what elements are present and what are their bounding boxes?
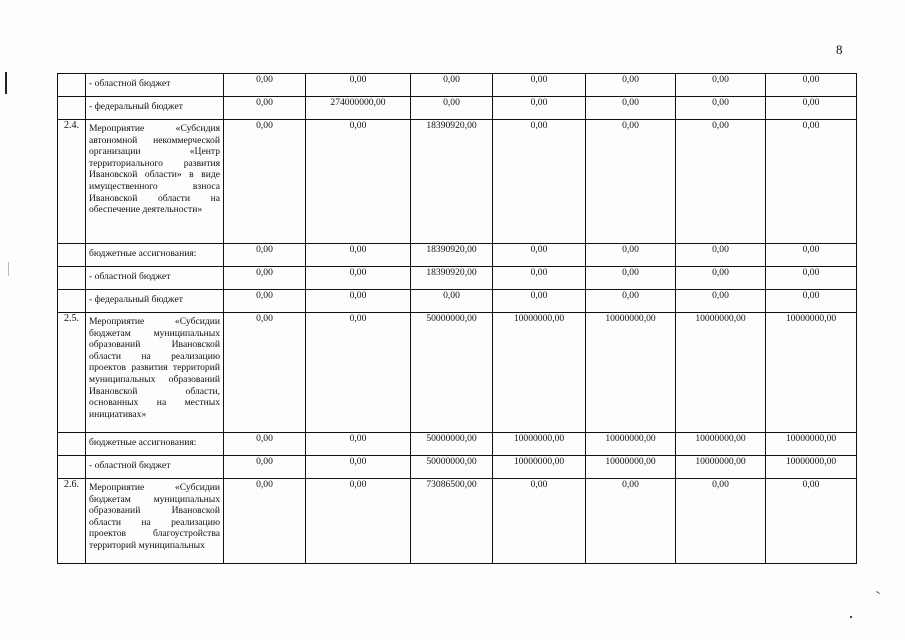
- value-cell: 0,00: [224, 244, 306, 267]
- margin-scan-mark: [5, 72, 7, 94]
- row-index: [58, 267, 86, 290]
- value-cell: 0,00: [493, 479, 586, 564]
- value-cell: 0,00: [411, 290, 493, 313]
- page-number: 8: [836, 42, 843, 57]
- value-cell: 0,00: [224, 433, 306, 456]
- table-row: [58, 244, 857, 267]
- row-index: [58, 456, 86, 479]
- row-name: - федеральный бюджет: [86, 97, 224, 120]
- value-cell: 0,00: [224, 74, 306, 97]
- value-cell: 0,00: [586, 120, 676, 244]
- value-cell: 0,00: [586, 74, 676, 97]
- budget-table: [57, 73, 857, 564]
- value-cell: 0,00: [306, 456, 411, 479]
- value-cell: 0,00: [224, 290, 306, 313]
- value-cell: 0,00: [766, 120, 857, 244]
- corner-scan-mark: [876, 591, 880, 594]
- row-index: [58, 74, 86, 97]
- row-index: 2.5.: [58, 313, 86, 433]
- table-row: [58, 433, 857, 456]
- table-row: [58, 74, 857, 97]
- value-cell: 0,00: [766, 290, 857, 313]
- value-cell: 0,00: [676, 290, 766, 313]
- value-cell: 0,00: [493, 74, 586, 97]
- row-name: бюджетные ассигнования:: [86, 244, 224, 267]
- table-row: [58, 120, 857, 244]
- row-name: - областной бюджет: [86, 456, 224, 479]
- value-cell: 18390920,00: [411, 244, 493, 267]
- row-name: - областной бюджет: [86, 74, 224, 97]
- value-cell: 10000000,00: [493, 433, 586, 456]
- row-index: 2.4.: [58, 120, 86, 244]
- value-cell: 10000000,00: [676, 313, 766, 433]
- value-cell: 0,00: [493, 120, 586, 244]
- value-cell: 10000000,00: [676, 456, 766, 479]
- value-cell: 0,00: [411, 97, 493, 120]
- value-cell: 0,00: [224, 267, 306, 290]
- value-cell: 0,00: [586, 479, 676, 564]
- value-cell: 0,00: [306, 479, 411, 564]
- value-cell: 0,00: [766, 74, 857, 97]
- value-cell: 10000000,00: [766, 456, 857, 479]
- value-cell: 0,00: [493, 244, 586, 267]
- row-name: - областной бюджет: [86, 267, 224, 290]
- value-cell: 10000000,00: [766, 313, 857, 433]
- row-name: Мероприятие «Субсидии бюджетам муниципальных образований Ивановской области на реализацию проектов развития территорий муниципальных образований Ивановской области, основанных на местных инициативах»: [86, 313, 224, 433]
- value-cell: 0,00: [411, 74, 493, 97]
- row-index: [58, 433, 86, 456]
- row-name: бюджетные ассигнования:: [86, 433, 224, 456]
- value-cell: 274000000,00: [306, 97, 411, 120]
- value-cell: 0,00: [586, 267, 676, 290]
- value-cell: 0,00: [306, 244, 411, 267]
- table-row: [58, 313, 857, 433]
- value-cell: 10000000,00: [766, 433, 857, 456]
- value-cell: 50000000,00: [411, 433, 493, 456]
- value-cell: 0,00: [586, 290, 676, 313]
- table-row: [58, 97, 857, 120]
- value-cell: 10000000,00: [586, 456, 676, 479]
- value-cell: 0,00: [224, 479, 306, 564]
- value-cell: 10000000,00: [586, 313, 676, 433]
- value-cell: 0,00: [493, 267, 586, 290]
- value-cell: 0,00: [306, 290, 411, 313]
- value-cell: 0,00: [306, 74, 411, 97]
- value-cell: 0,00: [766, 244, 857, 267]
- table-row: [58, 479, 857, 564]
- value-cell: 0,00: [766, 479, 857, 564]
- value-cell: 10000000,00: [493, 313, 586, 433]
- value-cell: 0,00: [766, 267, 857, 290]
- value-cell: 0,00: [306, 267, 411, 290]
- value-cell: 0,00: [766, 97, 857, 120]
- value-cell: 0,00: [306, 120, 411, 244]
- value-cell: 0,00: [224, 456, 306, 479]
- value-cell: 10000000,00: [676, 433, 766, 456]
- value-cell: 0,00: [493, 97, 586, 120]
- row-index: [58, 244, 86, 267]
- value-cell: 50000000,00: [411, 313, 493, 433]
- value-cell: 0,00: [306, 313, 411, 433]
- corner-scan-dot: [850, 616, 852, 618]
- value-cell: 0,00: [224, 120, 306, 244]
- value-cell: 0,00: [586, 97, 676, 120]
- row-index: [58, 290, 86, 313]
- value-cell: 0,00: [676, 479, 766, 564]
- row-name: - федеральный бюджет: [86, 290, 224, 313]
- table-row: [58, 456, 857, 479]
- value-cell: 0,00: [676, 74, 766, 97]
- value-cell: 0,00: [306, 433, 411, 456]
- row-name: Мероприятие «Субсидия автономной некоммерческой организации «Центр территориального развития Ивановской области» в виде имущественного взноса Ивановской области на обеспечение деятельности»: [86, 120, 224, 244]
- margin-scan-speck: [8, 262, 9, 276]
- row-index: [58, 97, 86, 120]
- value-cell: 0,00: [493, 290, 586, 313]
- value-cell: 0,00: [224, 97, 306, 120]
- row-name: Мероприятие «Субсидии бюджетам муниципальных образований Ивановской области на реализацию проектов благоустройства территорий муниципальных: [86, 479, 224, 564]
- table-row: [58, 290, 857, 313]
- value-cell: 0,00: [676, 120, 766, 244]
- value-cell: 10000000,00: [493, 456, 586, 479]
- value-cell: 0,00: [676, 244, 766, 267]
- value-cell: 0,00: [586, 244, 676, 267]
- value-cell: 0,00: [676, 97, 766, 120]
- table-row: [58, 267, 857, 290]
- value-cell: 10000000,00: [586, 433, 676, 456]
- value-cell: 0,00: [676, 267, 766, 290]
- value-cell: 73086500,00: [411, 479, 493, 564]
- value-cell: 18390920,00: [411, 267, 493, 290]
- value-cell: 0,00: [224, 313, 306, 433]
- value-cell: 50000000,00: [411, 456, 493, 479]
- row-index: 2.6.: [58, 479, 86, 564]
- value-cell: 18390920,00: [411, 120, 493, 244]
